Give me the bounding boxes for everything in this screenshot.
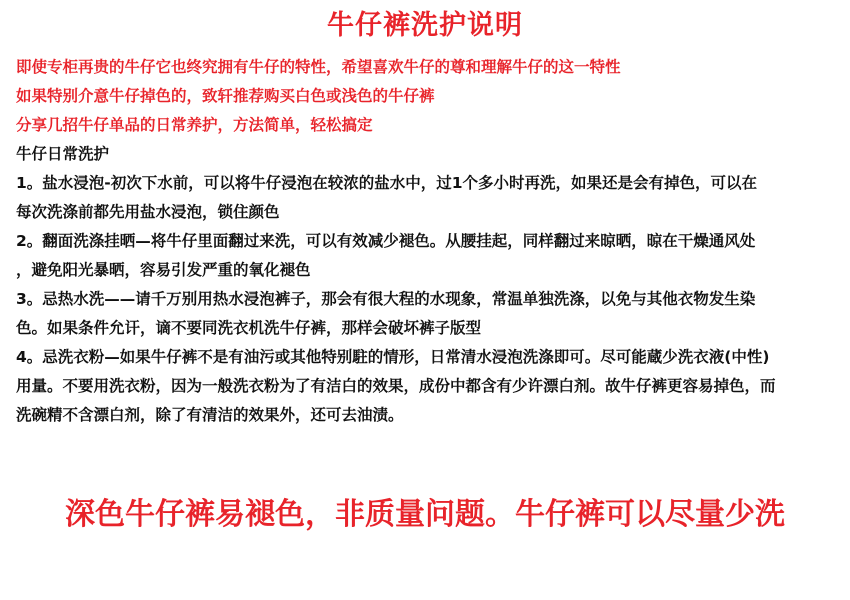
footer-notice: 深色牛仔裤易褪色，非质量问题。牛仔裤可以尽量少洗	[65, 497, 785, 532]
intro-line-3: 分享几招牛仔单品的日常养护，方法简单，轻松搞定	[16, 116, 373, 134]
body-line-9: 洗碗精不含漂白剂，除了有清洁的效果外，还可去油渍。	[16, 406, 404, 424]
page-title: 牛仔裤洗护说明	[327, 10, 523, 41]
body-line-2: 每次洗涤前都先用盐水浸泡，锁住颜色	[16, 203, 280, 221]
section-heading: 牛仔日常洗护	[16, 145, 110, 163]
body-line-3: 2。翻面洗涤挂晒—将牛仔里面翻过来洗，可以有效减少褪色。从腰挂起，同样翻过来晾晒，晾在干燥通风处	[16, 232, 756, 250]
body-line-4: ，避免阳光暴晒，容易引发严重的氧化褪色	[16, 261, 311, 279]
body-line-7: 4。忌洗衣粉—如果牛仔裤不是有油污或其他特别駐的情形，日常清水浸泡洗涤即可。尽可能蔵少洗衣液(中性)	[16, 348, 770, 366]
body-line-8: 用量。不要用洗衣粉，因为一般洗衣粉为了有洁白的效果，成份中都含有少许漂白剂。故牛仔裤更容易掉色，而	[16, 377, 776, 395]
body-line-5: 3。忌热水洗——请千万别用热水浸泡裤子，那会有很大程的水现象，常温单独洗涤，以免与其他衣物发生染	[16, 290, 756, 308]
body-line-6: 色。如果条件允讦，谪不要同洗衣机洗牛仔裤，那样会破坏裤子版型	[16, 319, 482, 337]
intro-line-1: 即使专柜再贵的牛仔它也终究拥有牛仔的特性，希望喜欢牛仔的尊和理解牛仔的这一特性	[16, 58, 621, 76]
intro-line-2: 如果特别介意牛仔掉色的，致轩推荐购买白色或浅色的牛仔裤	[16, 87, 435, 105]
body-line-1: 1。盐水浸泡-初次下水前，可以将牛仔浸泡在较浓的盐水中，过1个多小时再洗，如果还是会有掉色，可以在	[16, 174, 758, 192]
